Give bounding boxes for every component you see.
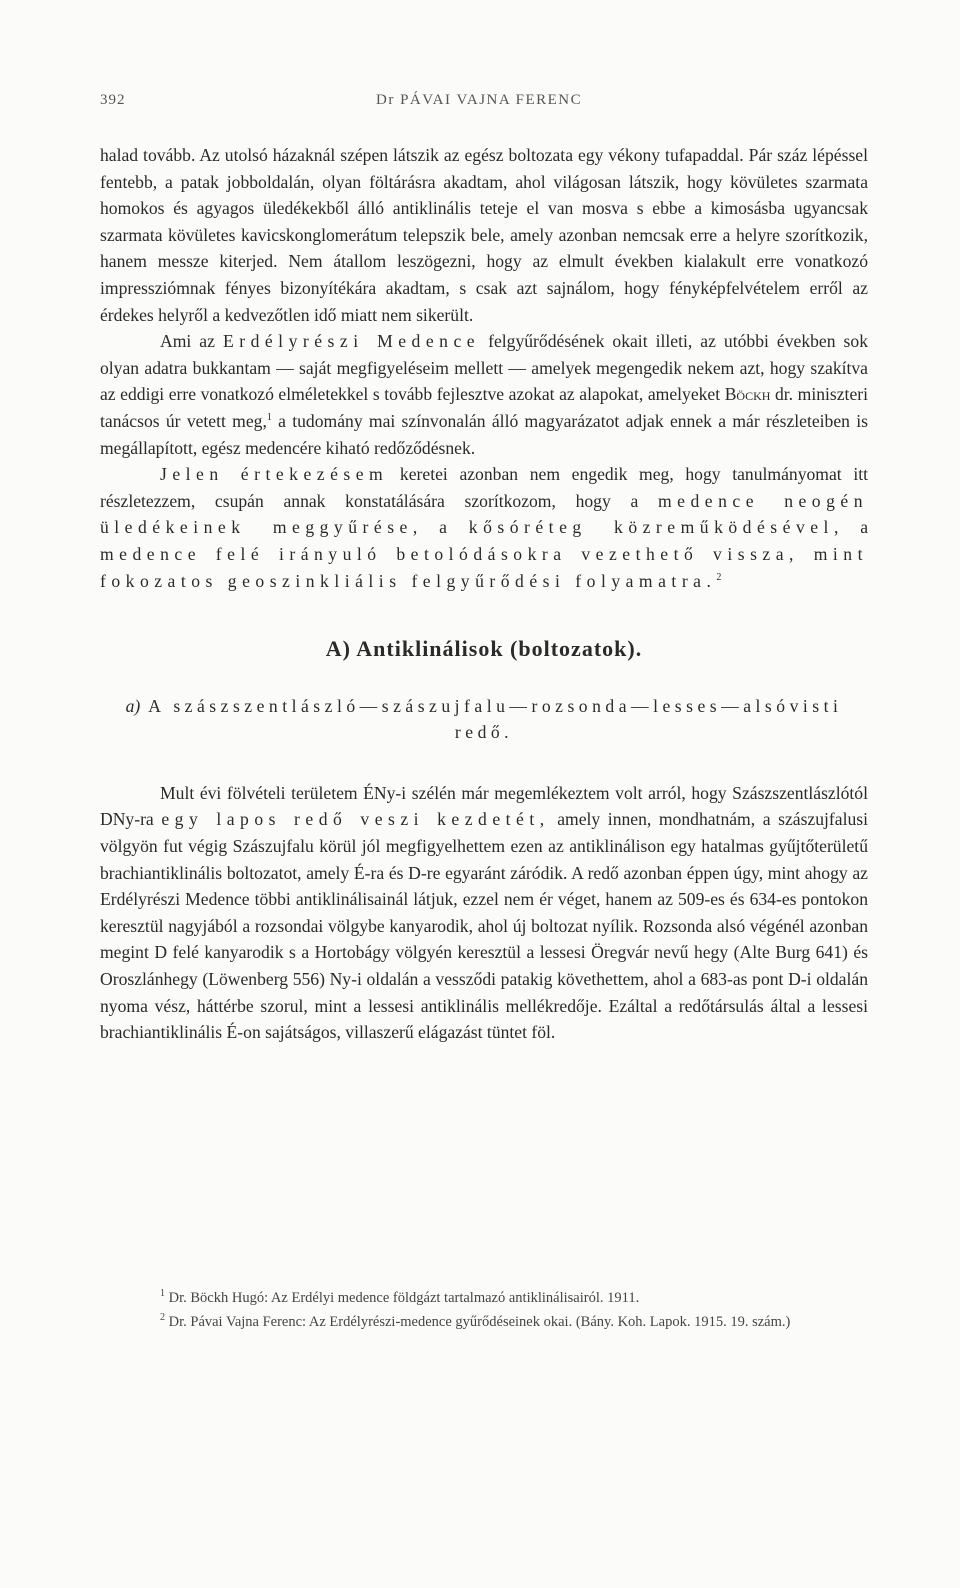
p3-text-1: keretei azonban nem engedik meg, hogy tanulmányomat itt részletezzem, csupán annak konstatálására szorítkozom, hogy a [100,464,869,511]
footnote-ref-1[interactable]: 1 [266,412,272,424]
subsection-title [100,693,868,746]
running-head [0,92,960,116]
main-text [100,142,868,1046]
p3-spaced-4: medence felé irányuló betolódásokra vezethető vissza, mint fokozatos geoszinkliális felgyűrődési folyamatra. [100,543,868,591]
subsection-label: a) [125,695,141,716]
footnote-ref-2[interactable]: 2 [716,571,722,583]
p2-mid: felgyűrődésének okait illeti, az utóbbi években sok olyan adatra bukkantam — saját megfigyeléseim mellett — amelyek megengedik nekem azt, hogy szakítva az eddigi erre vonatkozó elméletekkel s tovább fejlesztve azokat az alapokat, amelyeket [100,331,868,405]
page-number: 392 [100,92,126,108]
paragraph-1: halad tovább. Az utolsó házaknál szépen látszik az egész boltozata egy vékony tufapaddal. Pár száz lépéssel fentebb, a patak jobboldalán, olyan föltárásra akadtam, ahol világosan látszik, hogy kövületes szarmata homokos és agyagos üledékekből álló antiklinális teteje el van mosva s ebbe a kimosásba ugyancsak szarmata kövületes kavicskonglomerátum telepszik bele, amely azonban nemcsak erre a helyre szorítkozik, hanem messze kiterjed. Nem átallom leszögezni, hogy az elmult években kialakult erre vonatkozó impressziómnak fényes bizonyítékára akadtam, s csak azt sajnálom, hogy fényképfelvételem erről az érdekes helyről a kedvezőtlen idő miatt nem sikerült. [100,145,868,325]
p2-end: a tudomány mai színvonalán álló magyarázatot adjak ennek a már részleteiben is megállapított, egész medencére kiható redőződésnek. [100,410,868,458]
p3-text-3: , a [833,517,868,538]
footnote-1-text: Dr. Böckh Hugó: Az Erdélyi medence földgázt tartalmazó antiklinálisairól. 1911. [168,1290,640,1306]
p4-text-1: Mult évi fölvételi területem ÉNy-i szélén már megemlékeztem volt arról, hogy Szászszentlászlótól DNy-ra [100,782,868,830]
paragraph-2 [100,328,868,461]
footnote-2-text: Dr. Pávai Vajna Ferenc: Az Erdélyrészi-medence gyűrődéseinek okai. (Bány. Koh. Lapok. 1915. 19. szám.) [168,1314,791,1330]
footnote-2-number: 2 [160,1312,165,1324]
subsection-text: A szászszentlászló—szászujfalu—rozsonda—lesses—alsóvisti redő. [148,695,843,743]
footnote-1 [100,1286,868,1310]
footnotes [100,1286,868,1334]
running-head-title: Dr PÁVAI VAJNA FERENC [376,92,583,108]
p2-spaced-term: Erdélyrészi Medence [222,331,481,352]
footnote-2 [100,1310,868,1334]
section-title: A) Antiklinálisok (boltozatok). [325,636,643,662]
p2-author-name: Böckh [724,384,771,405]
p4-spaced-1: egy lapos redő veszi kezdetét, [161,809,550,830]
p4-text-2: amely innen, mondhatnám, a szászujfalusi völgyön fut végig Szászujfalu körül jól megfigyelhettem ezen az antiklinálison egy hatalmas gyűjtőterületű brachiantiklinális boltozatot, amely É-ra és D-re egyaránt záródik. A redő azonban éppen úgy, mint ahogy az Erdélyrészi Medence többi antiklinálisainál látjuk, ezzel nem ér véget, hanem az 509-es és 634-es pontokon keresztül nagyjából a rozsondai völgybe kanyarodik, ahol új boltozat nyílik. Rozsonda alsó végénél azonban megint D felé kanyarodik s a Hortobágy völgyén keresztül a lessesi Öregvár nevű hegy (Alte Burg 641) és Oroszlánhegy (Löwenberg 556) Ny-i oldalán a vessződi patakig követhettem, ahol a 683-as pont D-i oldalán nyoma vész, háttérbe szorul, mint a lessesi antiklinális mellékredője. Ezáltal a redőtársulás által a lessesi brachiantiklinális É-on sajátságos, villaszerű elágazást tüntet föl. [100,809,869,1043]
p3-spaced-1: Jelen értekezésem [160,464,389,485]
p2-after: dr. miniszteri tanácsos úr vetett meg, [100,384,868,431]
footnote-1-number: 1 [160,1288,165,1300]
p3-spaced-3: kősóréteg közreműködésével [468,517,834,538]
paragraph-4 [100,780,868,1046]
p2-before: Ami az [160,331,215,352]
paragraph-3 [100,461,868,594]
p3-text-2: , a [412,517,447,538]
p3-spaced-2: medence neogén üledékeinek meggyűrése [100,490,868,538]
